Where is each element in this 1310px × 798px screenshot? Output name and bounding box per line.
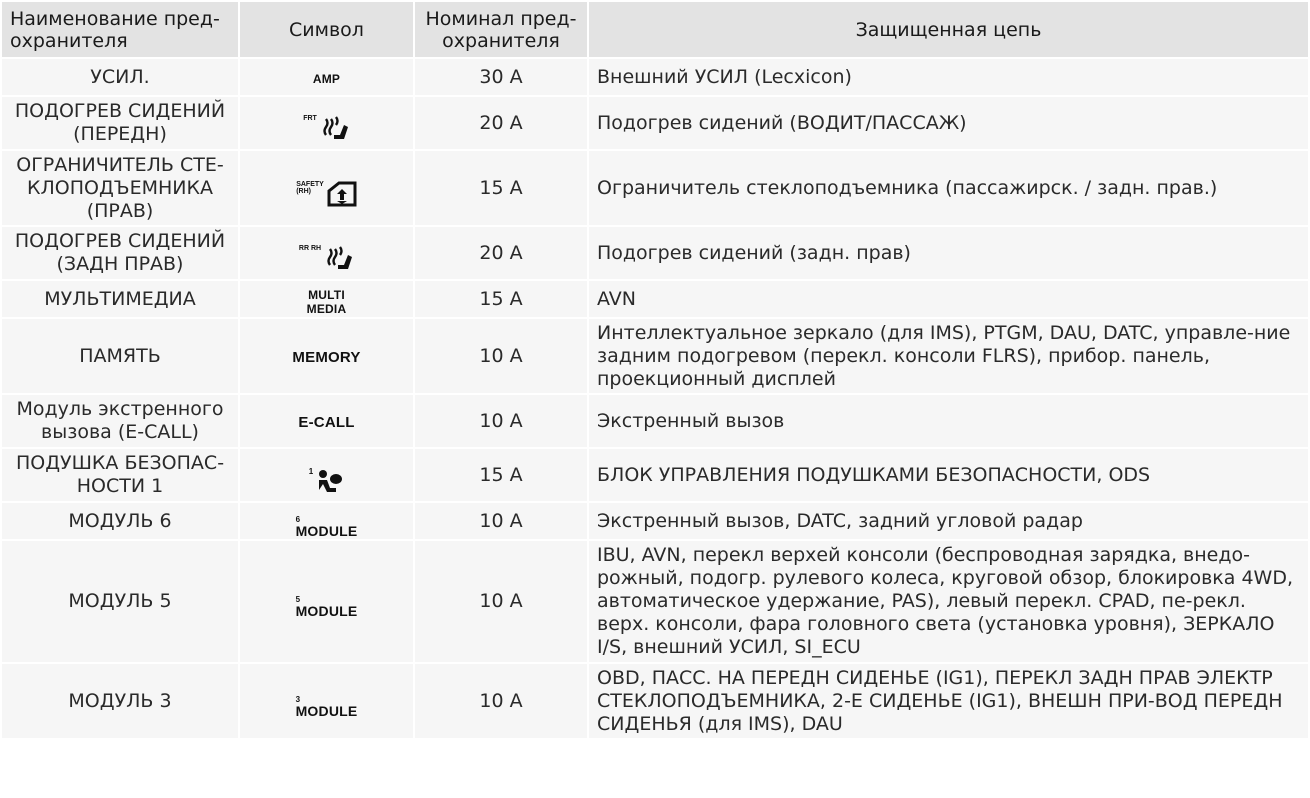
fuse-name: Модуль экстренного вызова (E-CALL): [2, 395, 238, 447]
fuse-rating: 10 A: [415, 395, 587, 447]
table-row: [2, 97, 1308, 149]
fuse-symbol: [240, 664, 413, 738]
fuse-rating: 15 A: [415, 151, 587, 225]
fuse-name: ПОДОГРЕВ СИДЕНИЙ (ЗАДН ПРАВ): [2, 227, 238, 279]
symbol-number: 6: [295, 514, 301, 524]
header-name: Наименование пред-охранителя: [2, 2, 238, 57]
fuse-name: УСИЛ.: [2, 59, 238, 95]
fuse-name: ПОДОГРЕВ СИДЕНИЙ (ПЕРЕДН): [2, 97, 238, 149]
symbol-text: MEDIA: [306, 302, 347, 316]
symbol-text: MEMORY: [292, 348, 361, 366]
symbol-number: 5: [295, 595, 301, 604]
protected-circuit: IBU, AVN, перекл верхей консоли (беспроводная зарядка, внедо-рожный, подогр. рулевого колеса, круговой обзор, блокировка 4WD, автоматическое удержание, PAS), левый перекл. CPAD, пе-рекл. верх. консоли, фара головного света (установка уровня), ЗЕРКАЛО I/S, внешний УСИЛ, SI_ECU: [589, 541, 1308, 662]
fuse-name: МОДУЛЬ 3: [2, 664, 238, 738]
header-rating: Номинал пред-охранителя: [415, 2, 587, 57]
fuse-rating: 10 A: [415, 319, 587, 393]
protected-circuit: Внешний УСИЛ (Lecxicon): [589, 59, 1308, 95]
symbol-label: RR RH: [298, 245, 322, 252]
fuse-name: ПОДУШКА БЕЗОПАС-НОСТИ 1: [2, 449, 238, 501]
protected-circuit: Подогрев сидений (задн. прав): [589, 227, 1308, 279]
symbol-text: MODULE: [295, 522, 358, 539]
table-row: [2, 281, 1308, 317]
table-header-row: [2, 2, 1308, 57]
fuse-symbol: [240, 151, 413, 225]
fuse-symbol: [240, 97, 413, 149]
protected-circuit: OBD, ПАСС. НА ПЕРЕДН СИДЕНЬЕ (IG1), ПЕРЕКЛ ЗАДН ПРАВ ЭЛЕКТР СТЕКЛОПОДЪЕМНИКА, 2-Е СИДЕНЬЕ (IG1), ВНЕШН ПРИ-ВОД ПЕРЕДН СИДЕНЬЯ (для IMS), DAU: [589, 664, 1308, 738]
protected-circuit: Подогрев сидений (ВОДИТ/ПАССАЖ): [589, 97, 1308, 149]
fuse-rating: 20 A: [415, 227, 587, 279]
fuse-symbol: [240, 227, 413, 279]
table-row: [2, 503, 1308, 539]
table-row: [2, 395, 1308, 447]
fuse-symbol: [240, 541, 413, 662]
airbag-icon: [316, 468, 344, 494]
table-row: [2, 664, 1308, 738]
protected-circuit: БЛОК УПРАВЛЕНИЯ ПОДУШКАМИ БЕЗОПАСНОСТИ, ODS: [589, 449, 1308, 501]
protected-circuit: Экстренный вызов: [589, 395, 1308, 447]
fuse-symbol: [240, 449, 413, 501]
fuse-name: МОДУЛЬ 6: [2, 503, 238, 539]
fuse-symbol: [240, 59, 413, 95]
fuse-symbol: [240, 319, 413, 393]
table-row: [2, 59, 1308, 95]
fuse-rating: 30 A: [415, 59, 587, 95]
symbol-text: E-CALL: [298, 413, 355, 431]
symbol-label: (RH): [296, 188, 311, 195]
fuse-rating: 10 A: [415, 664, 587, 738]
fuse-symbol: [240, 395, 413, 447]
fuse-rating: 10 A: [415, 503, 587, 539]
table-row: [2, 227, 1308, 279]
table-row: [2, 319, 1308, 393]
fuse-name: ОГРАНИЧИТЕЛЬ СТЕ-КЛОПОДЪЕМНИКА (ПРАВ): [2, 151, 238, 225]
protected-circuit: AVN: [589, 281, 1308, 317]
fuse-rating: 15 A: [415, 449, 587, 501]
symbol-label: FRT: [303, 115, 317, 122]
header-circuit: Защищенная цепь: [589, 2, 1308, 57]
fuse-name: ПАМЯТЬ: [2, 319, 238, 393]
protected-circuit: Экстренный вызов, DATC, задний угловой радар: [589, 503, 1308, 539]
fuse-name: МУЛЬТИМЕДИА: [2, 281, 238, 317]
symbol-text: MULTI: [308, 288, 345, 302]
symbol-label: SAFETY: [296, 181, 324, 188]
fuse-rating: 15 A: [415, 281, 587, 317]
table-row: [2, 541, 1308, 662]
symbol-text: MODULE: [295, 702, 358, 719]
symbol-text: MODULE: [295, 603, 358, 619]
protected-circuit: Ограничитель стеклоподъемника (пассажирск. / задн. прав.): [589, 151, 1308, 225]
table-row: [2, 151, 1308, 225]
protected-circuit: Интеллектуальное зеркало (для IMS), PTGM, DAU, DATC, управле-ние задним подогревом (перекл. консоли FLRS), прибор. панель, проекционный дисплей: [589, 319, 1308, 393]
seat-heater-icon: [320, 115, 350, 143]
fuse-rating: 10 A: [415, 541, 587, 662]
window-safety-icon: [327, 181, 357, 207]
symbol-text: AMP: [312, 71, 341, 86]
symbol-number: 1: [308, 466, 314, 476]
header-symbol: Символ: [240, 2, 413, 57]
seat-heater-icon: [324, 245, 354, 273]
table-row: [2, 449, 1308, 501]
fuse-rating: 20 A: [415, 97, 587, 149]
symbol-number: 3: [295, 694, 301, 704]
fuse-symbol: [240, 503, 413, 539]
fuse-symbol: [240, 281, 413, 317]
fuse-name: МОДУЛЬ 5: [2, 541, 238, 662]
